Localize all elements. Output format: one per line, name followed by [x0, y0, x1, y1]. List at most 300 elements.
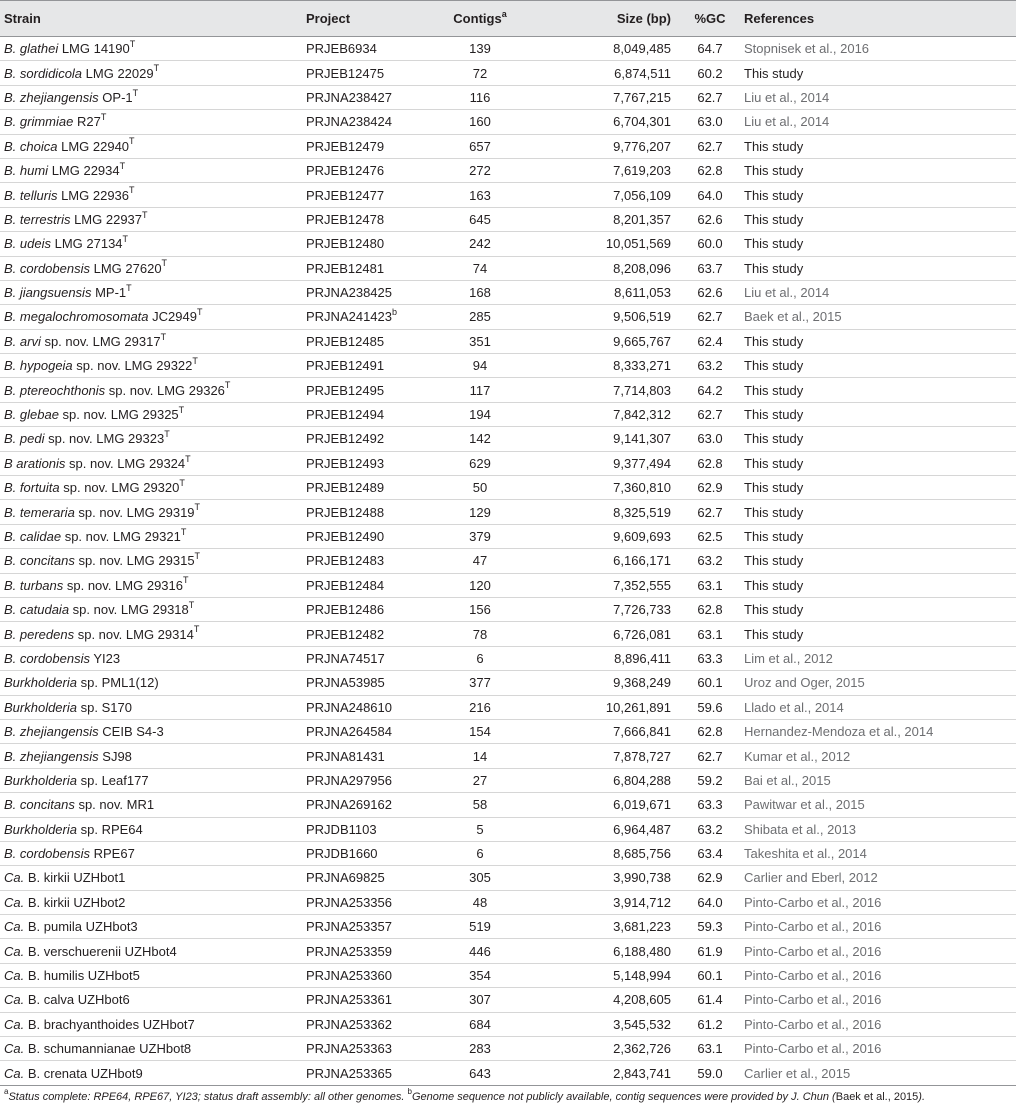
cell-project: [302, 402, 420, 426]
cell-size: 9,776,207: [540, 134, 680, 158]
cell-project: [302, 695, 420, 719]
strain-rest: sp. Leaf177: [77, 772, 149, 788]
type-strain-mark: T: [194, 551, 201, 562]
cell-reference[interactable]: Bai et al., 2015: [740, 768, 1016, 792]
table-row: [0, 695, 1016, 719]
cell-reference[interactable]: Hernandez-Mendoza et al., 2014: [740, 719, 1016, 743]
table-row: [0, 841, 1016, 865]
project-id: PRJNA238427: [306, 89, 392, 105]
cell-reference: This study: [740, 451, 1016, 475]
strain-rest: B. calva UZHbot6: [24, 992, 130, 1008]
cell-reference: This study: [740, 329, 1016, 353]
table-row: [0, 939, 1016, 963]
cell-size: 6,166,171: [540, 549, 680, 573]
header-references: References: [740, 1, 1016, 37]
footnote-a-mark: a: [4, 1087, 9, 1097]
cell-reference[interactable]: Pinto-Carbo et al., 2016: [740, 890, 1016, 914]
cell-reference: This study: [740, 183, 1016, 207]
strain-rest: LMG 27620: [90, 260, 162, 276]
cell-project: [302, 158, 420, 182]
cell-strain: [0, 939, 302, 963]
type-strain-mark: T: [132, 87, 139, 98]
project-id: PRJNA241423: [306, 309, 392, 325]
project-id: PRJNA269162: [306, 797, 392, 813]
cell-contigs: 379: [420, 524, 540, 548]
strain-rest: CEIB S4-3: [98, 724, 164, 740]
cell-contigs: 194: [420, 402, 540, 426]
table-row: [0, 280, 1016, 304]
strain-rest: LMG 22934: [48, 163, 120, 179]
cell-reference: This study: [740, 622, 1016, 646]
strain-rest: sp. nov. LMG 29319: [74, 504, 195, 520]
cell-gc: 64.0: [680, 890, 740, 914]
table-body: [0, 37, 1016, 1086]
cell-gc: 62.8: [680, 597, 740, 621]
cell-project: [302, 866, 420, 890]
table-row: [0, 671, 1016, 695]
cell-gc: 63.1: [680, 622, 740, 646]
table-row: [0, 329, 1016, 353]
cell-gc: 62.8: [680, 158, 740, 182]
strain-rest: MP-1: [91, 285, 127, 301]
cell-contigs: 307: [420, 988, 540, 1012]
cell-strain: [0, 378, 302, 402]
cell-strain: [0, 744, 302, 768]
cell-contigs: 58: [420, 793, 540, 817]
cell-strain: [0, 646, 302, 670]
header-row: [0, 1, 1016, 37]
cell-reference: This study: [740, 476, 1016, 500]
table-row: [0, 451, 1016, 475]
cell-reference: This study: [740, 549, 1016, 573]
cell-size: 2,843,741: [540, 1061, 680, 1085]
header-project: Project: [302, 1, 420, 37]
cell-size: 7,619,203: [540, 158, 680, 182]
table-row: [0, 622, 1016, 646]
cell-strain: [0, 37, 302, 61]
type-strain-mark: T: [122, 233, 129, 244]
cell-reference[interactable]: Pawitwar et al., 2015: [740, 793, 1016, 817]
type-strain-mark: T: [179, 477, 185, 488]
cell-size: 7,056,109: [540, 183, 680, 207]
strain-rest: sp. RPE64: [77, 821, 143, 837]
strain-italic: B. megalochromosomata: [4, 309, 149, 325]
cell-gc: 62.6: [680, 207, 740, 231]
cell-strain: [0, 573, 302, 597]
strain-rest: sp. nov. LMG 29326: [105, 382, 225, 398]
cell-contigs: 283: [420, 1037, 540, 1061]
cell-gc: 64.0: [680, 183, 740, 207]
type-strain-mark: T: [182, 575, 189, 586]
type-strain-mark: T: [196, 307, 203, 318]
cell-project: [302, 232, 420, 256]
cell-reference[interactable]: Carlier et al., 2015: [740, 1061, 1016, 1085]
cell-project: [302, 451, 420, 475]
cell-project: [302, 719, 420, 743]
cell-strain: [0, 817, 302, 841]
project-id: PRJNA264584: [306, 724, 392, 740]
cell-gc: 62.7: [680, 500, 740, 524]
cell-reference: This study: [740, 61, 1016, 85]
cell-reference: This study: [740, 378, 1016, 402]
cell-strain: [0, 793, 302, 817]
table-row: [0, 134, 1016, 158]
footnote-a-text: Status complete: RPE64, RPE67, YI23; status draft assembly: all other genomes.: [8, 1090, 408, 1103]
cell-strain: [0, 158, 302, 182]
strain-rest: LMG 14190: [58, 41, 130, 57]
type-strain-mark: T: [194, 502, 201, 513]
cell-reference[interactable]: Pinto-Carbo et al., 2016: [740, 1012, 1016, 1036]
table-row: [0, 1012, 1016, 1036]
table-row: [0, 158, 1016, 182]
table-row: [0, 500, 1016, 524]
cell-gc: 60.1: [680, 963, 740, 987]
cell-project: [302, 890, 420, 914]
strain-italic: Ca.: [4, 894, 25, 910]
strain-rest: B. schumannianae UZHbot8: [24, 1041, 192, 1057]
cell-project: [302, 329, 420, 353]
type-strain-mark: T: [188, 599, 195, 610]
cell-gc: 62.7: [680, 305, 740, 329]
cell-strain: [0, 549, 302, 573]
cell-strain: [0, 110, 302, 134]
cell-gc: 60.1: [680, 671, 740, 695]
cell-reference: This study: [740, 573, 1016, 597]
cell-gc: 63.1: [680, 573, 740, 597]
cell-size: 8,208,096: [540, 256, 680, 280]
table-row: [0, 354, 1016, 378]
cell-reference[interactable]: Pinto-Carbo et al., 2016: [740, 963, 1016, 987]
strain-italic: Burkholderia: [4, 675, 77, 691]
cell-reference: This study: [740, 256, 1016, 280]
cell-reference[interactable]: Llado et al., 2014: [740, 695, 1016, 719]
cell-contigs: 305: [420, 866, 540, 890]
project-id: PRJDB1660: [306, 846, 378, 862]
footnote-mark-b: b: [392, 307, 398, 318]
project-id: PRJEB12481: [306, 260, 385, 276]
cell-contigs: 168: [420, 280, 540, 304]
strain-italic: B. zhejiangensis: [4, 724, 99, 740]
strain-italic: B. jiangsuensis: [4, 285, 92, 301]
cell-strain: [0, 768, 302, 792]
cell-strain: [0, 1012, 302, 1036]
strain-italic: B. cordobensis: [4, 260, 90, 276]
type-strain-mark: T: [129, 136, 135, 147]
cell-reference[interactable]: Uroz and Oger, 2015: [740, 671, 1016, 695]
cell-reference[interactable]: Pinto-Carbo et al., 2016: [740, 988, 1016, 1012]
cell-size: 8,325,519: [540, 500, 680, 524]
project-id: PRJEB12482: [306, 626, 385, 642]
cell-project: [302, 305, 420, 329]
cell-contigs: 139: [420, 37, 540, 61]
cell-contigs: 120: [420, 573, 540, 597]
cell-reference: This study: [740, 427, 1016, 451]
cell-reference[interactable]: Stopnisek et al., 2016: [740, 37, 1016, 61]
cell-strain: [0, 85, 302, 109]
footnote-b-mark: b: [407, 1087, 412, 1097]
cell-reference[interactable]: Carlier and Eberl, 2012: [740, 866, 1016, 890]
cell-reference[interactable]: Liu et al., 2014: [740, 110, 1016, 134]
cell-gc: 62.8: [680, 719, 740, 743]
cell-gc: 64.7: [680, 37, 740, 61]
cell-contigs: 377: [420, 671, 540, 695]
cell-gc: 60.2: [680, 61, 740, 85]
project-id: PRJEB12479: [306, 138, 385, 154]
strain-italic: B. concitans: [4, 553, 75, 569]
cell-project: [302, 183, 420, 207]
footnote-b-text: Genome sequence not publicly available, contig sequences were provided by J. Chun (: [411, 1090, 836, 1103]
cell-reference[interactable]: Shibata et al., 2013: [740, 817, 1016, 841]
cell-project: [302, 915, 420, 939]
cell-gc: 62.9: [680, 866, 740, 890]
type-strain-mark: T: [185, 453, 191, 464]
header-size: Size (bp): [540, 1, 680, 37]
cell-reference: This study: [740, 207, 1016, 231]
cell-contigs: 27: [420, 768, 540, 792]
strain-rest: sp. nov. LMG 29320: [59, 480, 180, 496]
strain-rest: LMG 22936: [57, 187, 130, 203]
cell-size: 8,896,411: [540, 646, 680, 670]
project-id: PRJEB12490: [306, 529, 385, 544]
cell-contigs: 154: [420, 719, 540, 743]
cell-size: 9,609,693: [540, 524, 680, 548]
cell-size: 8,049,485: [540, 37, 680, 61]
cell-contigs: 242: [420, 232, 540, 256]
strain-rest: LMG 22029: [82, 65, 154, 81]
strain-italic: B. udeis: [4, 236, 51, 252]
cell-reference[interactable]: Liu et al., 2014: [740, 85, 1016, 109]
project-id: PRJNA297956: [306, 772, 392, 788]
strain-rest: B. pumila UZHbot3: [24, 919, 138, 935]
project-id: PRJEB12492: [306, 431, 385, 447]
cell-contigs: 629: [420, 451, 540, 475]
cell-reference[interactable]: Liu et al., 2014: [740, 280, 1016, 304]
cell-contigs: 6: [420, 646, 540, 670]
cell-project: [302, 354, 420, 378]
strain-rest: sp. nov. LMG 29321: [61, 529, 181, 544]
type-strain-mark: T: [153, 63, 160, 74]
cell-size: 2,362,726: [540, 1037, 680, 1061]
strain-rest: sp. nov. LMG 29324: [65, 455, 186, 471]
cell-project: [302, 646, 420, 670]
project-id: PRJNA253365: [306, 1065, 392, 1081]
cell-reference[interactable]: Takeshita et al., 2014: [740, 841, 1016, 865]
strain-rest: R27: [73, 114, 101, 130]
project-id: PRJEB6934: [306, 41, 377, 57]
footnote-b-link[interactable]: Baek et al., 2015: [835, 1090, 919, 1103]
cell-project: [302, 110, 420, 134]
project-id: PRJEB12475: [306, 65, 385, 81]
cell-project: [302, 256, 420, 280]
cell-gc: 64.2: [680, 378, 740, 402]
cell-project: [302, 1037, 420, 1061]
cell-strain: [0, 963, 302, 987]
cell-project: [302, 768, 420, 792]
strain-rest: sp. nov. LMG 29316: [63, 577, 183, 593]
cell-reference[interactable]: Pinto-Carbo et al., 2016: [740, 939, 1016, 963]
strain-rest: LMG 22937: [70, 211, 143, 227]
cell-gc: 62.7: [680, 402, 740, 426]
strain-italic: B. pedi: [4, 431, 45, 447]
cell-contigs: 446: [420, 939, 540, 963]
strain-rest: sp. nov. LMG 29314: [74, 626, 194, 642]
cell-size: 8,333,271: [540, 354, 680, 378]
strain-rest: YI23: [90, 650, 121, 666]
cell-gc: 63.2: [680, 549, 740, 573]
cell-contigs: 351: [420, 329, 540, 353]
cell-contigs: 657: [420, 134, 540, 158]
strain-rest: sp. S170: [77, 699, 132, 715]
cell-contigs: 117: [420, 378, 540, 402]
project-id: PRJEB12491: [306, 358, 385, 374]
table-footnote: [0, 1086, 1016, 1105]
cell-contigs: 272: [420, 158, 540, 182]
cell-reference[interactable]: Pinto-Carbo et al., 2016: [740, 1037, 1016, 1061]
cell-size: 9,368,249: [540, 671, 680, 695]
project-id: PRJEB12483: [306, 553, 385, 569]
cell-project: [302, 85, 420, 109]
strain-italic: Burkholderia: [4, 699, 77, 715]
type-strain-mark: T: [178, 404, 185, 415]
strain-rest: JC2949: [148, 309, 197, 325]
cell-project: [302, 597, 420, 621]
strain-rest: sp. nov. LMG 29315: [74, 553, 195, 569]
cell-gc: 62.7: [680, 134, 740, 158]
cell-gc: 62.5: [680, 524, 740, 548]
strain-italic: B. cordobensis: [4, 650, 90, 666]
table-row: [0, 597, 1016, 621]
cell-size: 8,611,053: [540, 280, 680, 304]
table-row: [0, 1037, 1016, 1061]
cell-project: [302, 988, 420, 1012]
cell-gc: 61.9: [680, 939, 740, 963]
cell-strain: [0, 256, 302, 280]
cell-contigs: 216: [420, 695, 540, 719]
cell-strain: [0, 451, 302, 475]
cell-gc: 59.3: [680, 915, 740, 939]
cell-project: [302, 939, 420, 963]
cell-reference[interactable]: Kumar et al., 2012: [740, 744, 1016, 768]
table-row: [0, 524, 1016, 548]
cell-project: [302, 622, 420, 646]
cell-contigs: 78: [420, 622, 540, 646]
cell-reference: This study: [740, 500, 1016, 524]
cell-reference[interactable]: Baek et al., 2015: [740, 305, 1016, 329]
strain-rest: sp. nov. MR1: [74, 797, 155, 813]
cell-contigs: 72: [420, 61, 540, 85]
type-strain-mark: T: [129, 38, 136, 49]
cell-strain: [0, 280, 302, 304]
header-contigs-label: Contigs: [453, 11, 502, 26]
strain-rest: sp. nov. LMG 29323: [44, 431, 165, 447]
cell-gc: 62.7: [680, 744, 740, 768]
table-row: [0, 646, 1016, 670]
strain-italic: B. terrestris: [4, 211, 71, 227]
cell-gc: 63.0: [680, 110, 740, 134]
cell-size: 3,914,712: [540, 890, 680, 914]
cell-strain: [0, 1061, 302, 1085]
strain-rest: OP-1: [98, 89, 133, 105]
cell-project: [302, 524, 420, 548]
strain-italic: B. peredens: [4, 626, 75, 642]
cell-gc: 63.3: [680, 646, 740, 670]
cell-contigs: 354: [420, 963, 540, 987]
cell-contigs: 14: [420, 744, 540, 768]
strain-italic: B. zhejiangensis: [4, 748, 99, 764]
cell-project: [302, 61, 420, 85]
cell-contigs: 156: [420, 597, 540, 621]
cell-project: [302, 744, 420, 768]
strain-rest: B. crenata UZHbot9: [24, 1065, 143, 1081]
table-row: [0, 768, 1016, 792]
cell-contigs: 74: [420, 256, 540, 280]
cell-gc: 61.2: [680, 1012, 740, 1036]
cell-size: 6,874,511: [540, 61, 680, 85]
cell-contigs: 285: [420, 305, 540, 329]
cell-size: 10,261,891: [540, 695, 680, 719]
strain-rest: sp. nov. LMG 29317: [40, 333, 161, 349]
cell-size: 7,360,810: [540, 476, 680, 500]
cell-contigs: 50: [420, 476, 540, 500]
table-row: [0, 61, 1016, 85]
cell-gc: 59.2: [680, 768, 740, 792]
cell-size: 7,352,555: [540, 573, 680, 597]
cell-gc: 62.8: [680, 451, 740, 475]
table-row: [0, 232, 1016, 256]
project-id: PRJNA69825: [306, 870, 385, 886]
strain-italic: Burkholderia: [4, 821, 77, 837]
cell-size: 6,188,480: [540, 939, 680, 963]
strain-rest: sp. PML1(12): [77, 675, 159, 691]
table-row: [0, 963, 1016, 987]
cell-contigs: 645: [420, 207, 540, 231]
cell-strain: [0, 183, 302, 207]
footnote-b-end: ).: [918, 1090, 926, 1103]
project-id: PRJNA253362: [306, 1016, 392, 1032]
cell-contigs: 48: [420, 890, 540, 914]
cell-strain: [0, 988, 302, 1012]
cell-gc: 63.3: [680, 793, 740, 817]
table-row: [0, 378, 1016, 402]
cell-reference: This study: [740, 158, 1016, 182]
cell-size: 6,804,288: [540, 768, 680, 792]
cell-size: 7,726,733: [540, 597, 680, 621]
cell-strain: [0, 232, 302, 256]
cell-contigs: 684: [420, 1012, 540, 1036]
cell-reference: This study: [740, 402, 1016, 426]
cell-strain: [0, 207, 302, 231]
strain-rest: LMG 22940: [57, 138, 130, 154]
project-id: PRJNA81431: [306, 748, 385, 764]
table-row: [0, 427, 1016, 451]
project-id: PRJNA253359: [306, 943, 392, 959]
cell-gc: 62.6: [680, 280, 740, 304]
project-id: PRJNA253360: [306, 968, 392, 984]
table-row: [0, 719, 1016, 743]
table-row: [0, 183, 1016, 207]
type-strain-mark: T: [142, 209, 148, 220]
cell-size: 7,767,215: [540, 85, 680, 109]
cell-strain: [0, 695, 302, 719]
cell-reference[interactable]: Lim et al., 2012: [740, 646, 1016, 670]
cell-reference[interactable]: Pinto-Carbo et al., 2016: [740, 915, 1016, 939]
cell-gc: 63.2: [680, 354, 740, 378]
project-id: PRJNA253363: [306, 1041, 392, 1057]
cell-size: 3,990,738: [540, 866, 680, 890]
cell-gc: 63.7: [680, 256, 740, 280]
cell-project: [302, 378, 420, 402]
table-row: [0, 915, 1016, 939]
